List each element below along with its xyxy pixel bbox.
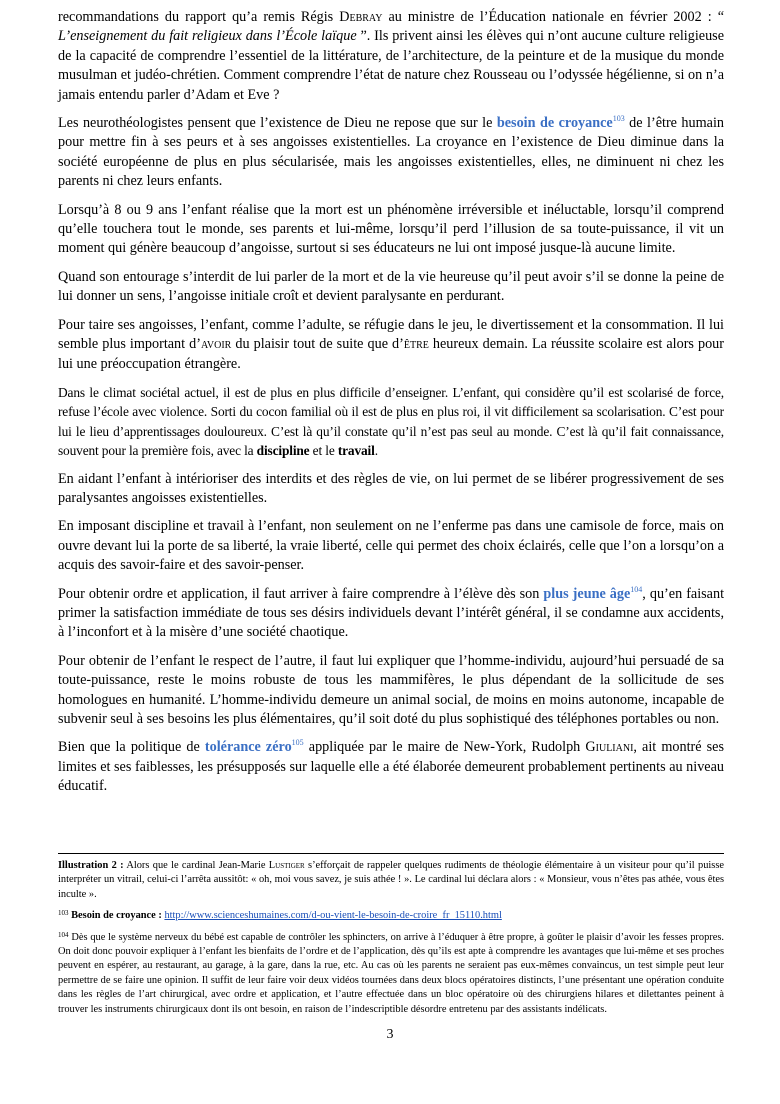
paragraph-11: Bien que la politique de tolérance zéro$^{105}$ appliquée par le maire de New-York, Rudolph Giuliani, ait montré ses limites et ses faiblesses, les présupposés sur laquelle elle a été élaborée demeurent probablement pertinents au niveau éducatif. bbox=[58, 738, 724, 795]
footnote-text: Dès que le système nerveux du bébé est capable de contrôler les sphincters, on arrive à l’éduquer à être propre, à goûter le plaisir d’avoir les fesses propres. On doit donc pouvoir expliquer à l’enfant les bienfaits de l’ordre et de l’application, dès qu’ils est apte à comprendre les avantages que lui-même et ses proches peuvent en espérer, au restaurant, au garage, à la gare, dans la rue, etc. Au cas où les parents ne seraient pas eux-mêmes convaincus, un test simple peut leur permettre de se faire une opinion. Il suffit de leur faire voir deux vidéos tournées dans deux blocs opératoires distincts, l’une présentant une opération conduite dans les règles de l’art chirurgical, avec ordre et application, et l’autre effectuée dans un bloc opératoire où des chirurgiens hilares et dilettantes peinent à trouver les instruments chirurgicaux dont ils ont besoin, en raison de l’indescriptible désordre entretenu par des assistants indélicats. bbox=[58, 931, 724, 1015]
highlight-besoin-de-croyance[interactable]: besoin de croyance bbox=[496, 115, 613, 132]
footnote-number: 104 bbox=[58, 930, 69, 939]
paragraph-1: recommandations du rapport qu’a remis Régis Debray au ministre de l’Éducation nationale en février 2002 : “ L’enseignement du fait religieux dans l’École laïque ”. Ils privent ainsi les élèves qui n’ont aucune culture religieuse de la capacité de comprendre l’essentiel de la littérature, de l’architecture, de la peinture et de la musique du monde musulman et judéo-chrétien. Comment comprendre l’état de nature chez Rousseau ou l’odyssée hégélienne, si on n’a jamais entendu parler d’Adam et Eve ? bbox=[58, 9, 724, 103]
paragraph-7: En aidant l’enfant à intérioriser des interdits et des règles de vie, on lui permet de se libérer progressivement de ses paralysantes angoisses existentielles. bbox=[58, 470, 724, 506]
footnote-103 bbox=[58, 909, 724, 923]
paragraph-5: Pour taire ses angoisses, l’enfant, comme l’adulte, se réfugie dans le jeu, le divertissement et la consommation. Il lui semble plus important d’avoir du plaisir tout de suite que d’être heureux demain. La réussite scolaire est alors pour lui une préoccupation étrangère. bbox=[58, 316, 724, 372]
word-discipline: discipline bbox=[256, 443, 310, 459]
footnote-ref-105[interactable]: 105 bbox=[291, 738, 304, 748]
paragraph-2: Les neurothéologistes pensent que l’existence de Dieu ne repose que sur le besoin de croyance$^{103}$ de l’être humain pour mettre fin à ses peurs et à ses angoisses existentielles. La croyance en l’existence de Dieu diminue dans la société européenne de plus en plus sécularisée, mais les angoisses existentielles, elles, ne diminuent ni chez les parents ni chez leurs enfants. bbox=[58, 114, 724, 190]
footnote-divider bbox=[58, 853, 724, 854]
footnote-number: 103 bbox=[58, 909, 69, 918]
report-title: L’enseignement du fait religieux dans l’École laïque bbox=[58, 28, 357, 45]
illustration-caption: Illustration 2 : Alors que le cardinal Jean-Marie Lustiger s’efforçait de rappeler quelques rudiments de théologie élémentaire à un visiteur pour qu’il puisse interpréter un vitrail, celui-ci l’arrêta aussitôt: « oh, moi vous savez, je suis athée ! ». Le cardinal lui déclara alors : « Monsieur, vous n’êtes pas athée, vous êtes inculte ». bbox=[58, 860, 724, 900]
footnote-104 bbox=[58, 931, 724, 1017]
author-name-giuliani: Giuliani bbox=[585, 739, 634, 756]
word-avoir: avoir bbox=[200, 336, 232, 353]
footnote-ref-103[interactable]: 103 bbox=[612, 114, 625, 124]
footnotes bbox=[58, 859, 724, 1024]
paragraph-4: Quand son entourage s’interdit de lui parler de la mort et de la vie heureuse qu’il peut avoir s’il se donne la peine de lui donner un sens, l’angoisse initiale croît et devient paralysante en perdurant. bbox=[58, 268, 724, 305]
paragraph-6: Dans le climat sociétal actuel, il est de plus en plus difficile d’enseigner. L’enfant, qui considère qu’il est scolarisé de force, refuse l’école avec violence. Sorti du cocon familial où il est de plus en plus roi, il vit difficilement sa scolarisation. C’est pour lui le lieu d’apprentissages douloureux. C’est là qu’il constate qu’il n’est pas seul au monde. C’est là qu’il fait connaissance, souvent pour la première fois, avec la discipline et le travail. bbox=[58, 384, 724, 459]
illustration-label: Illustration 2 : bbox=[58, 860, 124, 871]
page-number: 3 bbox=[386, 1027, 394, 1042]
paragraph-10: Pour obtenir de l’enfant le respect de l’autre, il faut lui expliquer que l’homme-individu, aujourd’hui persuadé de sa toute-puissance, reste le moins robuste de tous les mammifères, le plus dépendant de la sollicitude de ses homologues en humanité. L’homme-individu demeure un animal social, de moins en moins autonome, incapable de subvenir seul à ses besoins les plus élémentaires, qu’il soit doté du plus sophistiqué des téléphones portables ou non. bbox=[58, 652, 724, 727]
author-name-lustiger: Lustiger bbox=[268, 860, 305, 871]
word-travail: travail bbox=[337, 443, 375, 459]
footnote-ref-104[interactable]: 104 bbox=[630, 584, 643, 594]
highlight-tolerance-zero[interactable]: tolérance zéro bbox=[204, 739, 292, 756]
highlight-plus-jeune-age[interactable]: plus jeune âge bbox=[543, 585, 631, 602]
footnote-link[interactable]: http://www.scienceshumaines.com/d-ou-vient-le-besoin-de-croire_fr_15110.html bbox=[164, 910, 502, 922]
body-text bbox=[58, 8, 724, 806]
footnote-label: Besoin de croyance : bbox=[71, 910, 162, 922]
paragraph-3: Lorsqu’à 8 ou 9 ans l’enfant réalise que la mort est un phénomène irréversible et inéluctable, lorsqu’il comprend qu’elle touchera tout le monde, ses parents et lui-même, lorsqu’il perd l’illusion de sa toute-puissance, il vit un moment qui génère beaucoup d’angoisse, surtout si ses éducateurs ne lui ont imposé jusque-là aucune limite. bbox=[58, 201, 724, 257]
author-name-debray: Debray bbox=[339, 9, 383, 25]
word-etre: être bbox=[403, 336, 429, 353]
paragraph-9: Pour obtenir ordre et application, il faut arriver à faire comprendre à l’élève dès son plus jeune âge$^{104}$, qu’en faisant primer la satisfaction immédiate de tous ses désirs individuels devant l’intérêt général, il se condamne aux accidents, à l’inconfort et à la misère d’une société chaotique. bbox=[58, 584, 725, 641]
paragraph-8: En imposant discipline et travail à l’enfant, non seulement on ne l’enferme pas dans une camisole de force, mais on ouvre devant lui la porte de sa liberté, la vraie liberté, celle qui permet des choix éclairés, celle que l’on a lorsqu’on a acquis des savoir-faire et des savoir-penser. bbox=[58, 518, 724, 574]
